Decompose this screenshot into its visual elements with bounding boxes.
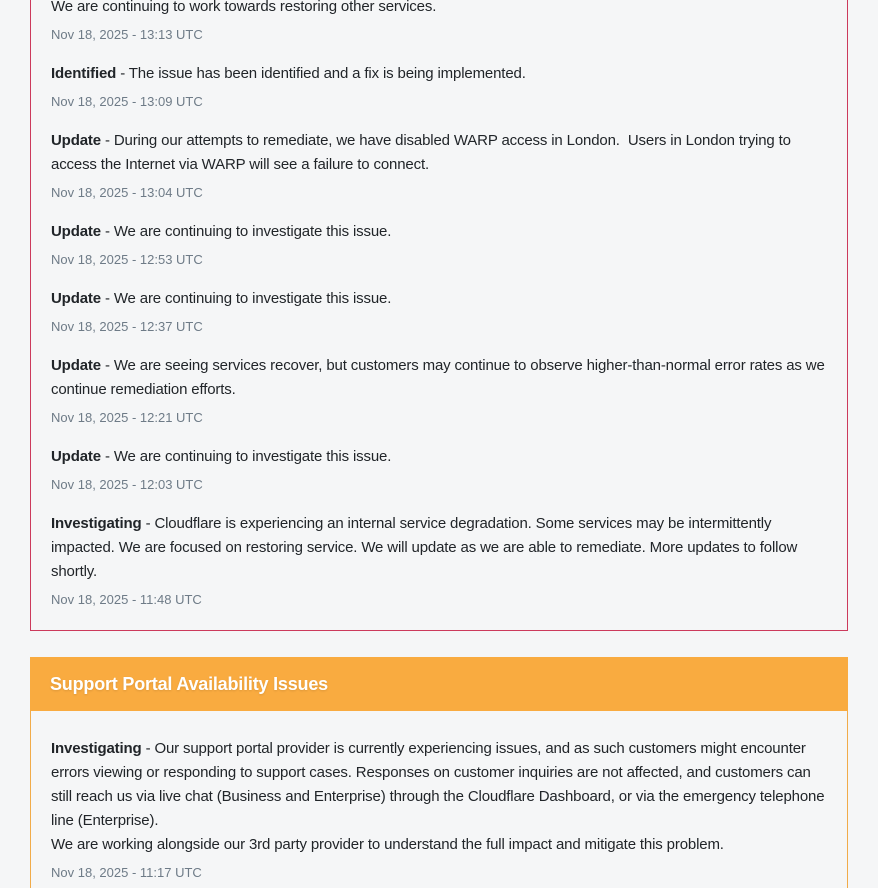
update-timestamp: Nov 18, 2025 - 13:09 UTC	[51, 94, 203, 109]
incident-update	[51, 512, 827, 608]
incident-update	[51, 0, 827, 43]
update-timestamp: Nov 18, 2025 - 11:17 UTC	[51, 865, 202, 880]
incident-update	[51, 354, 827, 426]
update-text: Identified - The issue has been identified and a fix is being implemented.	[51, 65, 526, 82]
incident-update	[51, 129, 827, 201]
update-timestamp: Nov 18, 2025 - 12:37 UTC	[51, 319, 203, 334]
incident-update	[51, 445, 827, 493]
incident-update	[51, 287, 827, 335]
incident-updates-list	[30, 711, 848, 888]
update-text: Update - During our attempts to remediate, we have disabled WARP access in London. Users in London trying to access the Internet via WARP will see a failure to connect.	[51, 132, 795, 173]
update-status-label: Update	[51, 223, 101, 240]
update-status-label: Investigating	[51, 515, 142, 532]
incident-header	[30, 657, 848, 711]
update-status-label: Investigating	[51, 740, 142, 757]
incident-update	[51, 220, 827, 268]
update-text: Update - We are seeing services recover, but customers may continue to observe higher-than-normal error rates as we continue remediation efforts.	[51, 357, 829, 398]
incident-update	[51, 737, 827, 881]
update-timestamp: Nov 18, 2025 - 12:21 UTC	[51, 410, 203, 425]
update-status-label: Identified	[51, 65, 117, 82]
update-text: Investigating - Cloudflare is experiencing an internal service degradation. Some services may be intermittently impacted. We are focused on restoring service. We will update as we are able to remediate. More updates to follow shortly.	[51, 515, 802, 580]
update-text: Update - We are continuing to investigate this issue.	[51, 290, 392, 307]
update-status-label: Update	[51, 357, 101, 374]
update-text: Investigating - Our support portal provider is currently experiencing issues, and as such customers might encounter errors viewing or responding to support cases. Responses on customer inquiries are not affected, and customers can still reach us via live chat (Business and Enterprise) through the Cloudflare Dashboard, or via the emergency telephone line (Enterprise).	[51, 740, 829, 829]
incident-card-service-degradation	[30, 0, 848, 631]
incident-updates-list	[31, 0, 847, 630]
update-status-label: Update	[51, 132, 101, 149]
update-timestamp: Nov 18, 2025 - 12:53 UTC	[51, 252, 203, 267]
incident-card-support-portal	[30, 657, 848, 888]
update-timestamp: Nov 18, 2025 - 13:13 UTC	[51, 27, 203, 42]
update-text: Update - We are continuing to investigate this issue.	[51, 448, 392, 465]
incident-update	[51, 62, 827, 110]
update-text: Update - We are continuing to investigate this issue.	[51, 223, 392, 240]
update-timestamp: Nov 18, 2025 - 12:03 UTC	[51, 477, 203, 492]
update-status-label: Update	[51, 448, 101, 465]
update-timestamp: Nov 18, 2025 - 13:04 UTC	[51, 185, 203, 200]
update-status-label: Update	[51, 290, 101, 307]
incident-title: Support Portal Availability Issues	[50, 673, 328, 694]
update-timestamp: Nov 18, 2025 - 11:48 UTC	[51, 592, 202, 607]
update-text: We are continuing to work towards restoring other services.	[51, 0, 437, 15]
update-text-secondary: We are working alongside our 3rd party provider to understand the full impact and mitigate this problem.	[51, 836, 724, 853]
